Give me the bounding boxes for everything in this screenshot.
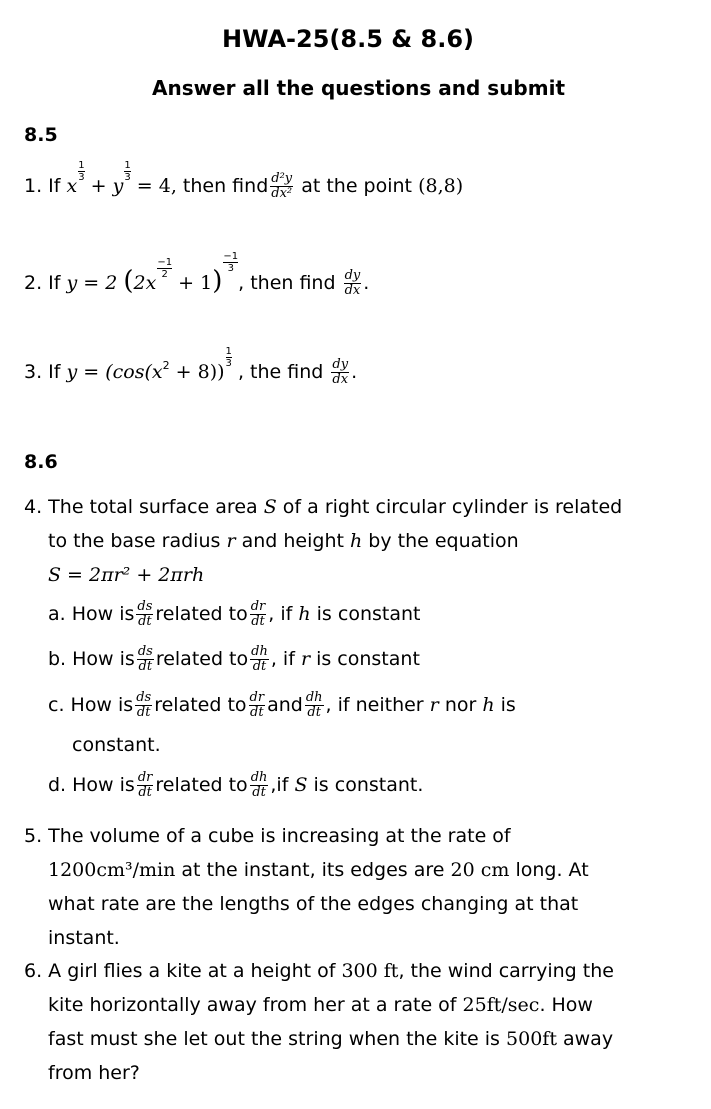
q3-lead: 3. If [24, 361, 61, 383]
q1-then-find: then find [182, 175, 269, 197]
page-title: HWA-25(8.5 & 8.6) [222, 25, 475, 53]
question-5-line-2: 1200cm³/min at the instant, its edges are 20 cm long. At [48, 859, 589, 881]
question-2: 2. If y = 2 (2x $\frac{-1}{2}$ + 1) $\frac{-1}{3}$ , then find $\frac{dy}{dx}$ . [24, 251, 370, 298]
question-4-line-1: 4. The total surface area S of a right circular cylinder is related [24, 496, 623, 518]
question-4b: b. How is $\frac{ds}{dt}$ related to $\frac{dh}{dt}$ , if r is constant [48, 644, 420, 674]
question-5-line-4: instant. [48, 927, 120, 949]
q1-d2y-dx2: $\frac{\text{d²y}}{\text{dx²}}$ [271, 171, 293, 201]
q1-exp-2: $\frac{1}{3}$ [124, 160, 131, 183]
q2-inner: 2x [133, 272, 157, 294]
q2-exp-outer: $\frac{-1}{3}$ [223, 251, 239, 274]
question-3: 3. If $y = (\cos(x^2 + 8))$ $\frac{1}{3}$ , the find $\frac{dy}{dx}$ . [24, 346, 358, 387]
q3-exp: $\frac{1}{3}$ [225, 346, 232, 369]
q2-plus1: + 1 [178, 272, 213, 294]
question-4a: a. How is $\frac{ds}{dt}$ related to $\frac{dr}{dt}$ , if h is constant [48, 599, 421, 629]
question-4-line-2: to the base radius r and height h by the equation [48, 530, 519, 552]
q1-lead: 1. If [24, 175, 61, 197]
q1-point: (8,8) [418, 175, 464, 197]
q2-dy-dx: $\frac{dy}{dx}$ [344, 268, 361, 298]
question-6-line-2: kite horizontally away from her at a rate of 25ft/sec. How [48, 994, 593, 1016]
question-6-line-3: fast must she let out the string when the kite is 500ft away [48, 1028, 614, 1050]
question-4d: d. How is $\frac{dr}{dt}$ related to $\frac{dh}{dt}$ ,if S is constant. [48, 770, 424, 800]
section-heading-8-5: 8.5 [24, 124, 58, 146]
q1-eq: = 4, [136, 175, 177, 197]
question-5-line-1: 5. The volume of a cube is increasing at the rate of [24, 825, 511, 847]
q2-exp-inner: $\frac{-1}{2}$ [157, 257, 173, 280]
q1-plus: + [90, 175, 107, 197]
q1-at-point: at the point [301, 175, 413, 197]
q2-then-find: , then find [238, 272, 336, 294]
q3-the-find: , the find [237, 361, 324, 383]
question-4c-cont: constant. [72, 734, 161, 756]
q2-lead: 2. If [24, 272, 61, 294]
question-6-line-4: from her? [48, 1062, 140, 1084]
q1-exp-1: $\frac{1}{3}$ [78, 160, 85, 183]
question-5-line-3: what rate are the lengths of the edges changing at that [48, 893, 579, 915]
page-subtitle: Answer all the questions and submit [152, 76, 565, 100]
q1-x: x [66, 175, 78, 197]
q3-rest: + 8)) [175, 361, 225, 383]
section-heading-8-6: 8.6 [24, 451, 58, 473]
question-1 [24, 160, 464, 201]
q1-y: y [112, 175, 124, 197]
question-4c: c. How is $\frac{ds}{dt}$ related to $\frac{dr}{dt}$ and $\frac{dh}{dt}$ , if neither r nor h is [48, 690, 516, 720]
question-6-line-1: 6. A girl flies a kite at a height of 300 ft, the wind carrying the [24, 960, 614, 982]
cylinder-equation: S = 2πr² + 2πrh [48, 564, 205, 586]
q3-lhs: y = (cos(x [66, 361, 163, 383]
q3-dy-dx: $\frac{dy}{dx}$ [332, 357, 349, 387]
q2-lhs: y = 2 [66, 272, 118, 294]
